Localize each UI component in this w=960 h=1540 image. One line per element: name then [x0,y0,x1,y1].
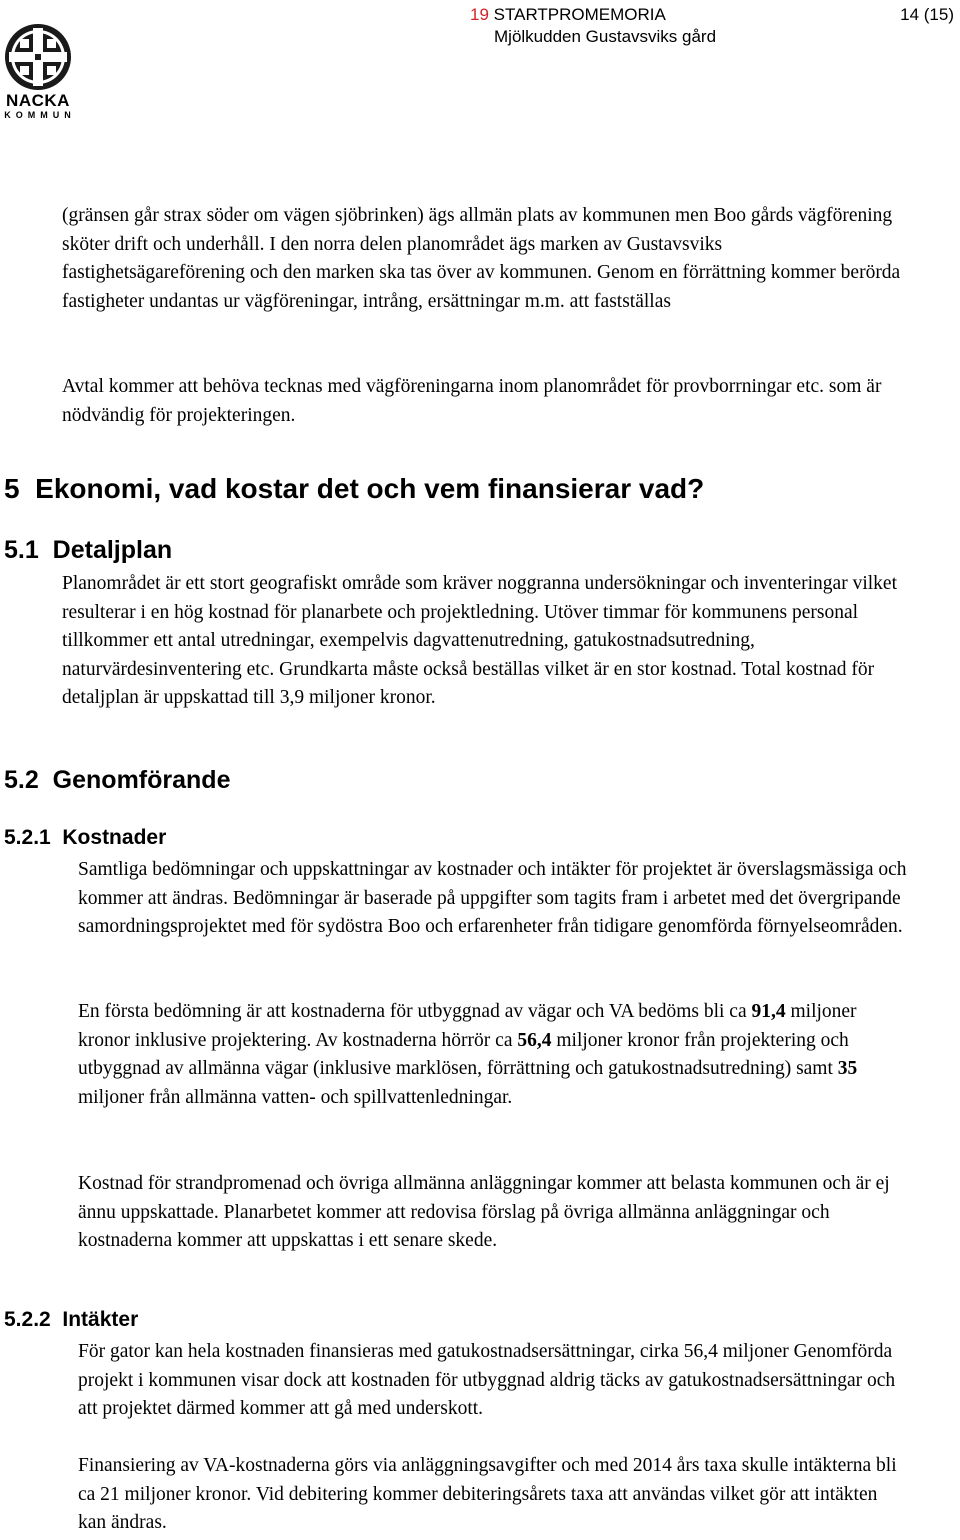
section-title: Genomförande [52,766,231,794]
section-5-2-heading [4,765,944,795]
nacka-kommun-logo [2,22,74,132]
section-number: 5.2.1 [4,826,51,849]
intro-paragraph-2: Avtal kommer att behöva tecknas med vägföreningarna inom planområdet för provborrningar etc. som är nödvändig för projekteringen. [62,376,882,426]
document-type: STARTPROMEMORIA [493,5,666,24]
document-number: 19 [470,5,489,24]
kostnader-paragraph-3: Kostnad för strandpromenad och övriga allmänna anläggningar kommer att belasta kommunen och är ej ännu uppskattade. Planarbetet kommer att redovisa förslag på övriga allmänna anläggningar och kostnaderna kommer att uppskattas i ett senare skede. [78,1173,890,1252]
page-number: 14 (15) [900,5,954,24]
section-5-heading [4,472,944,506]
section-number: 5.2 [4,766,39,794]
logo-name: NACKA [6,91,70,110]
text-run: miljoner från allmänna vatten- och spillvattenledningar. [78,1086,513,1108]
nacka-emblem-icon [2,22,74,92]
section-number: 5 [4,473,20,504]
section-title: Kostnader [62,826,167,849]
kostnader-paragraph-1: Samtliga bedömningar och uppskattningar av kostnader och intäkter för projektet är överslagsmässiga och kommer att ändras. Bedömningar är baserade på uppgifter som tagits fram i arbetet med det övergripande samordningsprojektet med för sydöstra Boo och erfarenheter från tidigare genomförda förnyelseområden. [78,859,907,938]
project-name: Mjölkudden Gustavsviks gård [494,27,717,46]
intakter-paragraph-2: Finansiering av VA-kostnaderna görs via anläggningsavgifter och med 2014 års taxa skulle intäkterna bli ca 21 miljoner kronor. Vid debitering kommer debiteringsårets taxa att användas vilket gör att intäkten kan ändras. [78,1455,897,1534]
section-5-2-2-heading [4,1307,944,1333]
intakter-paragraph-1: För gator kan hela kostnaden finansieras med gatukostnadsersättningar, cirka 56,4 miljoner Genomförda projekt i kommunen visar dock att kostnaden för utbyggnad aldrig täcks av gatukostnadsersättningar och att projektet därmed kommer att gå med underskott. [78,1341,896,1420]
cost-roads: 56,4 [517,1029,552,1051]
text-run: En första bedömning är att kostnaderna för utbyggnad av vägar och VA bedöms bli ca [78,1001,752,1022]
kostnader-paragraph-2 [78,998,908,1112]
intro-paragraph-1: (gränsen går strax söder om vägen sjöbrinken) ägs allmän plats av kommunen men Boo gårds vägförening sköter drift och underhåll. I den norra delen planområdet ägs marken av Gustavsviks fastighetsägareförening och den marken ska tas över av kommunen. Genom en förrättning kommer berörda fastigheter undantas ur vägföreningar, intrång, ersättningar m.m. att fastställas [62,205,901,312]
logo-subname: KOMMUN [4,110,76,120]
section-5-2-1-heading [4,825,944,851]
document-header [470,4,716,48]
section-title: Ekonomi, vad kostar det och vem finansierar vad? [35,473,705,504]
section-title: Detaljplan [52,536,173,564]
section-number: 5.2.2 [4,1308,51,1331]
cost-water: 35 [837,1058,858,1080]
section-number: 5.1 [4,536,39,564]
text-run: miljoner kronor från projektering och utbyggnad av allmänna vägar (inklusive marklösen, förrättning och gatukostnadsutredning) samt [78,1029,849,1080]
text-run: miljoner kronor inklusive projektering. Av kostnaderna hörrör ca [78,1001,857,1051]
section-5-1-text: Planområdet är ett stort geografiskt område som kräver noggranna undersökningar och inventeringar vilket resulterar i en hög kostnad för planarbete och projektledning. Utöver timmar för kommunens personal tillkommer ett antal utredningar, exempelvis dagvattenutredning, gatukostnadsutredning, naturvärdesinventering etc. Grundkarta måste också beställas vilket är en stor kostnad. Total kostnad för detaljplan är uppskattad till 3,9 miljoner kronor. [62,573,897,709]
section-5-1-heading [4,535,944,565]
section-title: Intäkter [62,1308,139,1331]
cost-total: 91,4 [751,1001,786,1022]
